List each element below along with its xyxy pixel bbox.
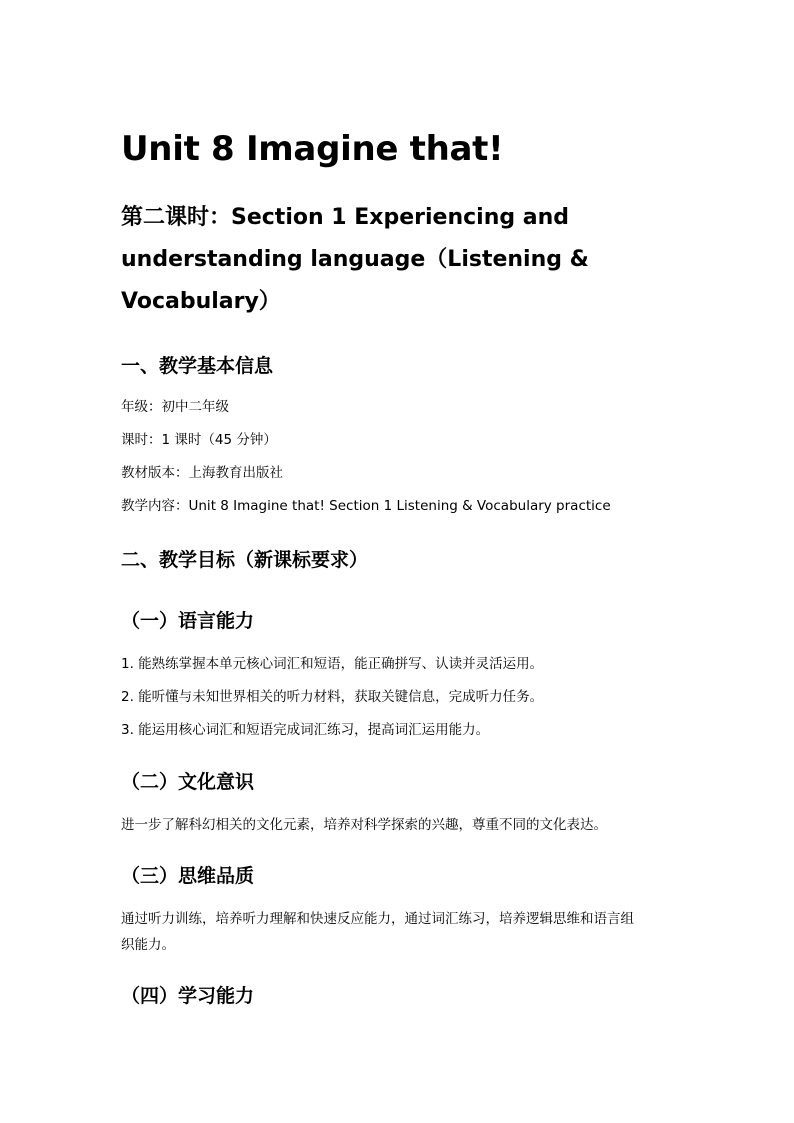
info-grade: 年级：初中二年级 <box>121 399 229 415</box>
list-item: 3. 能运用核心词汇和短语完成词汇练习，提高词汇运用能力。 <box>121 722 490 738</box>
paragraph-thinking-quality-line-2: 织能力。 <box>121 937 175 953</box>
subheading-language-ability: （一）语言能力 <box>121 610 255 632</box>
document-title: Unit 8 Imagine that! <box>121 129 504 169</box>
lesson-title-line-2: understanding language（Listening & <box>121 247 589 272</box>
paragraph-thinking-quality-line-1: 通过听力训练，培养听力理解和快速反应能力，通过词汇练习，培养逻辑思维和语言组 <box>121 911 634 927</box>
list-item: 2. 能听懂与未知世界相关的听力材料，获取关键信息，完成听力任务。 <box>121 689 544 705</box>
subheading-cultural-awareness: （二）文化意识 <box>121 771 255 793</box>
section-heading-objectives: 二、教学目标（新课标要求） <box>121 549 369 571</box>
lesson-title-line-1: 第二课时：Section 1 Experiencing and <box>121 205 570 230</box>
info-teaching-content: 教学内容：Unit 8 Imagine that! Section 1 Listening & Vocabulary practice <box>121 498 611 514</box>
info-textbook-edition: 教材版本：上海教育出版社 <box>121 465 283 481</box>
subheading-learning-ability: （四）学习能力 <box>121 985 255 1007</box>
list-item: 1. 能熟练掌握本单元核心词汇和短语，能正确拼写、认读并灵活运用。 <box>121 656 544 672</box>
subheading-thinking-quality: （三）思维品质 <box>121 865 255 887</box>
info-class-hours: 课时：1 课时（45 分钟） <box>121 432 277 448</box>
section-heading-basic-info: 一、教学基本信息 <box>121 355 274 377</box>
paragraph-cultural-awareness: 进一步了解科幻相关的文化元素，培养对科学探索的兴趣，尊重不同的文化表达。 <box>121 817 607 833</box>
lesson-title-line-3: Vocabulary） <box>121 289 281 314</box>
